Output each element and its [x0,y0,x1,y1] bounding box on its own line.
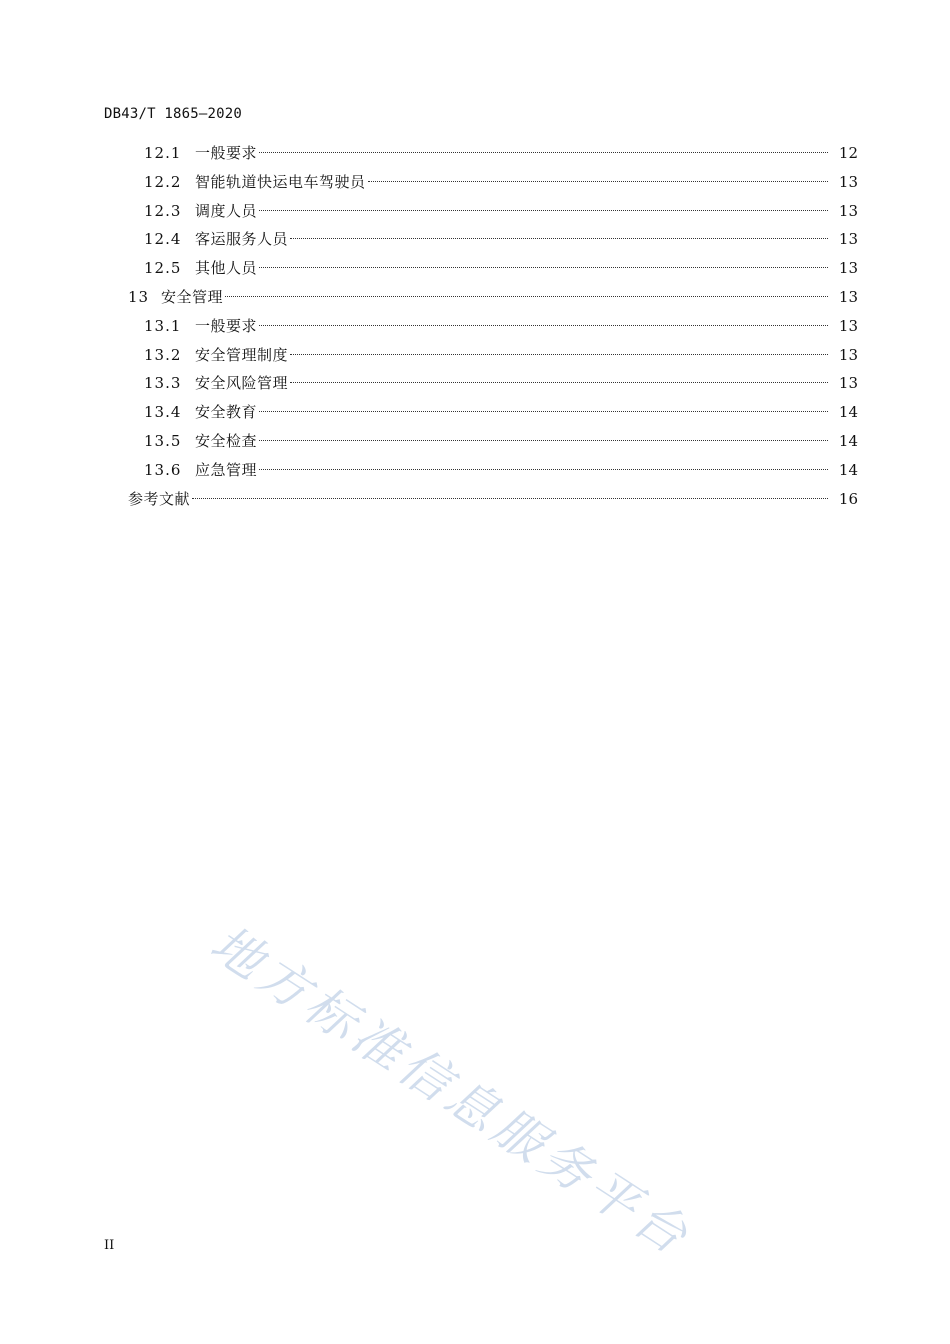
toc-dot-leader [259,440,828,441]
toc-entry-title: 安全管理 [161,288,224,306]
toc-entry-page: 14 [838,432,858,450]
toc-entry-number: 13.4 [144,403,182,422]
toc-entry-page: 16 [838,489,858,508]
toc-dot-leader [259,469,828,470]
toc-entry-title: 参考文献 [128,489,191,508]
toc-entry[interactable] [144,398,858,426]
toc-entry-title: 安全风险管理 [195,374,289,393]
toc-dot-leader [259,325,828,326]
toc-dot-leader [225,296,828,297]
toc-entry-page: 14 [838,460,858,479]
toc-entry[interactable] [144,197,858,225]
toc-entry-number: 13.1 [144,316,182,335]
toc-entry-title: 一般要求 [195,144,258,162]
toc-entry-page: 13 [838,259,858,278]
toc-entry[interactable] [144,139,858,167]
toc-entry-title: 安全检查 [195,432,258,450]
toc-entry-number: 13.5 [144,432,182,450]
toc-entry[interactable] [144,341,858,369]
toc-entry-number: 13.3 [144,374,182,393]
toc-entry[interactable] [144,312,858,340]
toc-entry-page: 13 [838,172,858,191]
toc-entry-number: 12.4 [144,230,182,249]
toc-entry[interactable] [128,283,858,311]
document-id-header: DB43/T 1865—2020 [104,106,243,122]
toc-entry-title: 一般要求 [195,316,258,335]
toc-entry[interactable] [144,254,858,282]
toc-dot-leader [259,210,828,211]
toc-entry-number: 12.2 [144,172,182,191]
toc-entry-title: 智能轨道快运电车驾驶员 [195,172,366,191]
toc-dot-leader [259,267,828,268]
toc-entry-page: 13 [838,374,858,393]
toc-entry[interactable] [128,485,858,513]
toc-entry[interactable] [144,427,858,455]
toc-entry-page: 13 [838,288,858,306]
toc-entry-title: 其他人员 [195,259,258,278]
toc-entry-number: 13 [128,288,150,306]
toc-entry-page: 13 [838,201,858,220]
toc-entry-title: 调度人员 [195,201,258,220]
watermark-text: 地方标准信息服务平台 [200,914,702,1268]
toc-entry-page: 13 [838,345,858,364]
toc-entry-number: 12.3 [144,201,182,220]
toc-dot-leader [290,354,828,355]
toc-entry-title: 应急管理 [195,460,258,479]
toc-entry-title: 客运服务人员 [195,230,289,249]
toc-dot-leader [192,498,828,499]
toc-entry-page: 12 [838,144,858,162]
toc-entry[interactable] [144,225,858,253]
toc-dot-leader [368,181,828,182]
toc-entry[interactable] [144,456,858,484]
toc-entry-page: 13 [838,316,858,335]
toc-dot-leader [290,238,828,239]
toc-entry-title: 安全管理制度 [195,345,289,364]
toc-entry-number: 12.1 [144,144,182,162]
toc-entry-number: 13.2 [144,345,182,364]
page-number-footer: II [104,1238,115,1253]
toc-entry-title: 安全教育 [195,403,258,422]
toc-dot-leader [259,411,828,412]
toc-entry[interactable] [144,168,858,196]
toc-entry-page: 13 [838,230,858,249]
toc-entry[interactable] [144,369,858,397]
toc-dot-leader [290,382,828,383]
toc-dot-leader [259,152,828,153]
toc-entry-page: 14 [838,403,858,422]
toc-entry-number: 12.5 [144,259,182,278]
toc-entry-number: 13.6 [144,460,182,479]
